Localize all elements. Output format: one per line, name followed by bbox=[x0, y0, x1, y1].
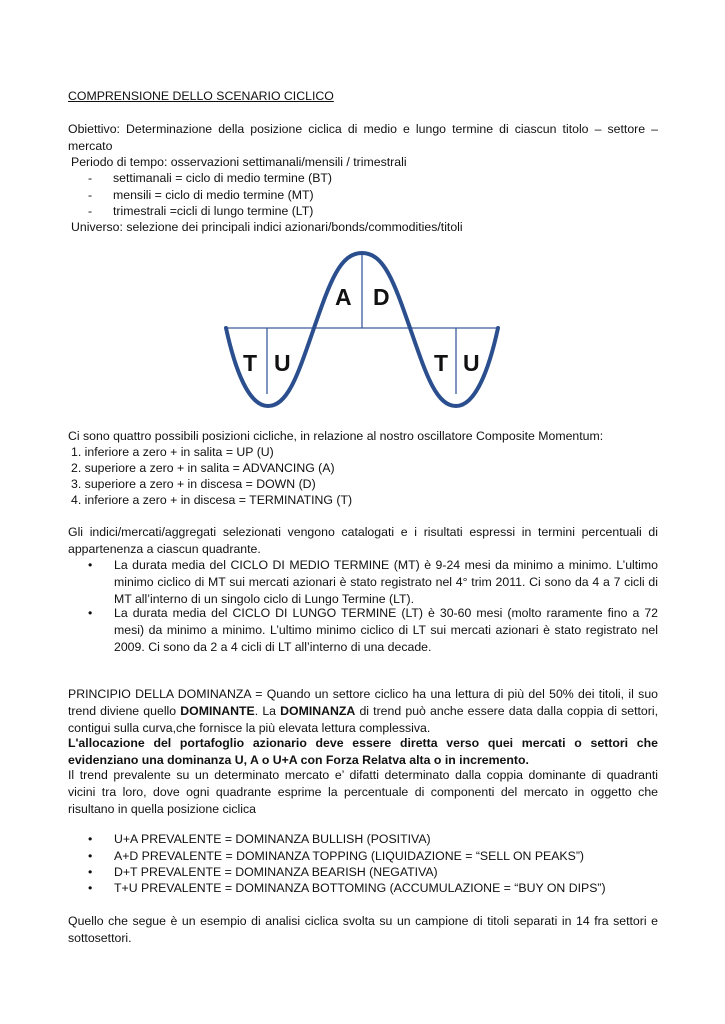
bullet-icon: • bbox=[88, 832, 93, 846]
bullet-icon: • bbox=[88, 558, 93, 572]
conclusione-paragraph: Quello che segue è un esempio di analisi ciclica svolta su un campione di titoli separati in 14 fra settori e sottosettori. bbox=[68, 914, 658, 945]
label-u-left: U bbox=[274, 350, 291, 376]
label-a: A bbox=[335, 284, 352, 310]
dominanza-paragraph: PRINCIPIO DELLA DOMINANZA = Quando un settore ciclico ha una lettura di più del 50% dei titoli, il suo trend diviene quello DOMINANTE. La DOMINANZA di trend può anche essere data dalla coppia di settori, contigui sulla curva,che fornisce la più elevata lettura complessiva. bbox=[68, 687, 658, 735]
list-item: - mensili = ciclo di medio termine (MT) bbox=[88, 188, 314, 202]
list-item: 3. superiore a zero + in discesa = DOWN (D) bbox=[71, 477, 316, 491]
list-item: 1. inferiore a zero + in salita = UP (U) bbox=[71, 445, 274, 459]
periodo-line: Periodo di tempo: osservazioni settimanali/mensili / trimestrali bbox=[71, 155, 407, 169]
bullet-icon: • bbox=[88, 881, 93, 895]
document-title: COMPRENSIONE DELLO SCENARIO CICLICO bbox=[68, 89, 334, 103]
universo-line: Universo: selezione dei principali indici azionari/bonds/commodities/titoli bbox=[71, 220, 463, 234]
obiettivo-paragraph: Obiettivo: Determinazione della posizione ciclica di medio e lungo termine di ciascun titolo – settore – mercato bbox=[68, 122, 658, 153]
label-t-left: T bbox=[243, 350, 258, 376]
bullet-icon: • bbox=[88, 849, 93, 863]
list-item: - trimestrali =cicli di lungo termine (LT) bbox=[88, 204, 314, 218]
list-item: 4. inferiore a zero + in discesa = TERMINATING (T) bbox=[71, 493, 353, 507]
list-item: 2. superiore a zero + in salita = ADVANCING (A) bbox=[71, 461, 335, 475]
intro-posizioni: Ci sono quattro possibili posizioni cicliche, in relazione al nostro oscillatore Composite Momentum: bbox=[68, 429, 604, 443]
bullet-icon: • bbox=[88, 865, 93, 879]
bullet-icon: • bbox=[88, 606, 93, 620]
label-d: D bbox=[373, 284, 390, 310]
indici-paragraph: Gli indici/mercati/aggregati selezionati vengono catalogati e i risultati espressi in termini percentuali di appartenenza a ciascun quadrante. bbox=[68, 525, 658, 556]
cycle-diagram bbox=[222, 244, 504, 416]
label-u-right: U bbox=[463, 350, 480, 376]
list-item: - settimanali = ciclo di medio termine (BT) bbox=[88, 171, 333, 185]
trend-paragraph: Il trend prevalente su un determinato mercato e’ difatti determinato dalla coppia dominante di quadranti vicini tra loro, dove ogni quadrante esprime la percentuale di componenti del mercato in oggetto che risultano in quella posizione ciclica bbox=[68, 768, 658, 816]
allocazione-paragraph: L'allocazione del portafoglio azionario deve essere diretta verso quei mercati o settori che evidenziano una dominanza U, A o U+A con Forza Relatva alta o in incremento. bbox=[68, 736, 658, 767]
label-t-right: T bbox=[434, 350, 449, 376]
